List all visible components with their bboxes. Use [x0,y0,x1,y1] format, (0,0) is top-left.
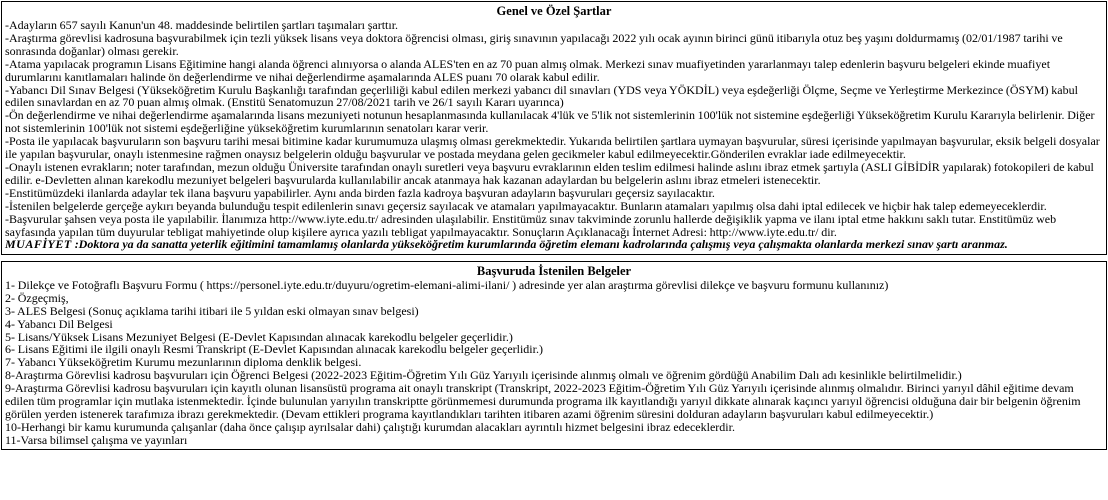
exemption-text: :Doktora ya da sanatta yeterlik eğitimini tamamlamış olanlarda yükseköğretim kurumlarında öğretim elemanı kadrolarında çalışmış veya çalışmakta olanlarda merkezi sınav şartı aranmaz. [71,237,1008,252]
condition-item-9: -İstenilen belgelerde gerçeğe aykırı beyanda bulunduğu tespit edilenlerin sınavı geçersiz sayılacak ve atamaları yapılmayacaktır. Bunların atamaları yapılmış olsa dahi iptal edilecek ve hiçbir hak talep edemeyeceklerdir. [5,198,1047,213]
condition-item-3: -Atama yapılacak programın Lisans Eğitimine hangi alanda öğrenci alınıyorsa o alanda ALES'ten en az 70 puan almış olmak. Merkezi sınav muafiyetinden yararlanmayı talep edenlerin başvuru belgeleri ekinde muafiyet durumlarını kanıtlamaları halinde ön değerlendirme ve nihai değerlendirme aşamalarında ALES puanı 70 olarak kabul edilir. [5,56,1051,84]
document-item-9: 9-Araştırma Görevlisi kadrosu başvuruları için kayıtlı olunan lisansüstü programa ait onaylı transkript (Transkript, 2022-2023 Eğitim-Öğretim Yılı Güz Yarıyılı içerisinde alınmış olmalıdır. Birinci yarıyıl dâhil eğitime devam edilen tüm programlar için mutlaka istenmektedir. İçinde bulunulan yarıyılın transkriptte görünmemesi durumunda programa ilk kayıtlandığı yarıyıl dikkate alınarak kaçıncı yarıyıl öğrencisi olduğuna dair bir belgenin öğrenim görülen yerden istenerek tarafımıza ibrazı gerekmektedir. (Devam ettikleri programa kayıtlandıkları tarihten itibaren azami öğrenim süresini dolduran adayların başvuruları kabul edilmeyecektir.) [5,381,1081,421]
required-documents-title: Başvuruda İstenilen Belgeler [476,263,632,278]
document-item-7: 7- Yabancı Yükseköğretim Kurumu mezunlarının diploma denklik belgesi. [5,355,362,370]
condition-item-5: -Ön değerlendirme ve nihai değerlendirme aşamalarında lisans mezuniyeti notunun hesaplanmasında kullanılacak 4'lük ve 5'lik not sistemlerinin 100'lük not sistemine eşdeğerliği Yükseköğretim Kurulu Kararıyla belirlenir. Diğer not sistemlerinin 100'lük not sistemi eşdeğerliğine yükseköğretim kurumlarının senatoları karar verir. [5,108,1095,136]
document-item-4: 4- Yabancı Dil Belgesi [5,316,113,331]
document-item-10: 10-Herhangi bir kamu kurumunda çalışanlar (daha önce çalışıp ayrılsalar dahi) çalıştığı kurumdan alacakları ayrıntılı hizmet belgesini ibraz edeceklerdir. [5,419,735,434]
document-item-6: 6- Lisans Eğitimi ile ilgili onaylı Resmi Transkript (E-Devlet Kapısından alınacak karekodlu belgeler geçerlidir.) [5,342,543,357]
condition-item-8: -Enstitümüzdeki ilanlarda adaylar tek ilana başvuru yapabilirler. Aynı anda birden fazla kadroya başvuran adayların başvuruları geçersiz sayılacaktır. [5,185,715,200]
document-item-3: 3- ALES Belgesi (Sonuç açıklama tarihi itibari ile 5 yıldan eski olmayan sınav belgesi) [5,303,419,318]
document-item-11: 11-Varsa bilimsel çalışma ve yayınları [5,432,188,447]
exemption-label: MUAFİYET [5,237,72,252]
document-item-2: 2- Özgeçmiş, [5,290,69,305]
condition-item-7: -Onaylı istenen evrakların; noter tarafından, mezun olduğu Üniversite tarafından onaylı suretleri veya başvuru evraklarının elden teslim edilmesi halinde aslını ibraz etmek şartıyla (ASLI GİBİDİR yapılarak) fotokopileri de kabul edilir. e-Devletten alınan karekodlu mezuniyet belgeleri başvurularda kullanılabilir ancak atanmaya hak kazanan adaylardan bu belgelerin aslını ibraz etmeleri istenecektir. [5,159,1094,187]
document-item-1: 1- Dilekçe ve Fotoğraflı Başvuru Formu ( https://personel.iyte.edu.tr/duyuru/ogretim-elemani-alimi-ilani/ ) adresinde yer alan araştırma görevlisi dilekçe ve başvuru formunu kullanınız) [5,277,889,292]
exemption-note [5,238,1103,252]
condition-item-4: -Yabancı Dil Sınav Belgesi (Yükseköğretim Kurulu Başkanlığı tarafından geçerliliği kabul edilen merkezi yabancı dil sınavları (YDS veya YÖKDİL) veya eşdeğerliği Ölçme, Seçme ve Yerleştirme Merkezince (ÖSYM) kabul edilen sınavlardan en az 70 puan almış olmak. (Enstitü Senatomuzun 27/08/2021 tarih ve 26/1 sayılı Kararı uyarınca) [5,82,1078,110]
condition-item-2: -Araştırma görevlisi kadrosuna başvurabilmek için tezli yüksek lisans veya doktora öğrencisi olması, giriş sınavının yapılacağı 2022 yılı ocak ayının birinci günü itibarıyla otuz beş yaşını doldurmamış (02/01/1987 tarihi ve sonrasında doğanlar) olması gerekir. [5,30,1063,58]
condition-item-1: -Adayların 657 sayılı Kanun'un 48. maddesinde belirtilen şartları taşımaları şarttır. [5,18,399,32]
condition-item-10: -Başvurular şahsen veya posta ile yapılabilir. İlanımıza http://www.iyte.edu.tr/ adresinden ulaşılabilir. Enstitümüz sınav takviminde zorunlu hallerde değişiklik yapma ve ilanı iptal etme hakkını saklı tutar. Enstitümüz web sayfasında yapılan tüm duyurular tebligat mahiyetinde olup kişilere ayrıca yazılı tebligat yapılmayacaktır. Sonuçların Açıklanacağı İnternet Adresi: http://www.iyte.edu.tr/ dir. [5,211,1057,239]
document-item-8: 8-Araştırma Görevlisi kadrosu başvuruları için Öğrenci Belgesi (2022-2023 Eğitim-Öğretim Yılı Güz Yarıyılı içerisinde alınmış olmalı ve öğrenim gördüğü Anabilim Dalı adı kesinlikle belirtilmelidir.) [5,368,962,383]
general-conditions-title: Genel ve Özel Şartlar [496,4,612,18]
required-documents-panel [1,261,1107,450]
condition-item-6: -Posta ile yapılacak başvuruların son başvuru tarihi mesai bitimine kadar kurumumuza ulaşmış olması gerekmektedir. Yukarıda belirtilen şartlara uymayan başvurular, süresi içerisinde yapılmayan başvurular, eksik belgeli dosyalar ile yapılan başvurular, onaylı istenmesine rağmen onaysız belgelerin olduğu başvurular ve postada meydana gelen gecikmeler kabul edilmeyecektir.Gönderilen evraklar iade edilmeyecektir. [5,134,1100,162]
document-item-5: 5- Lisans/Yüksek Lisans Mezuniyet Belgesi (E-Devlet Kapısından alınacak karekodlu belgeler geçerlidir.) [5,329,513,344]
general-special-conditions-panel [1,1,1107,255]
